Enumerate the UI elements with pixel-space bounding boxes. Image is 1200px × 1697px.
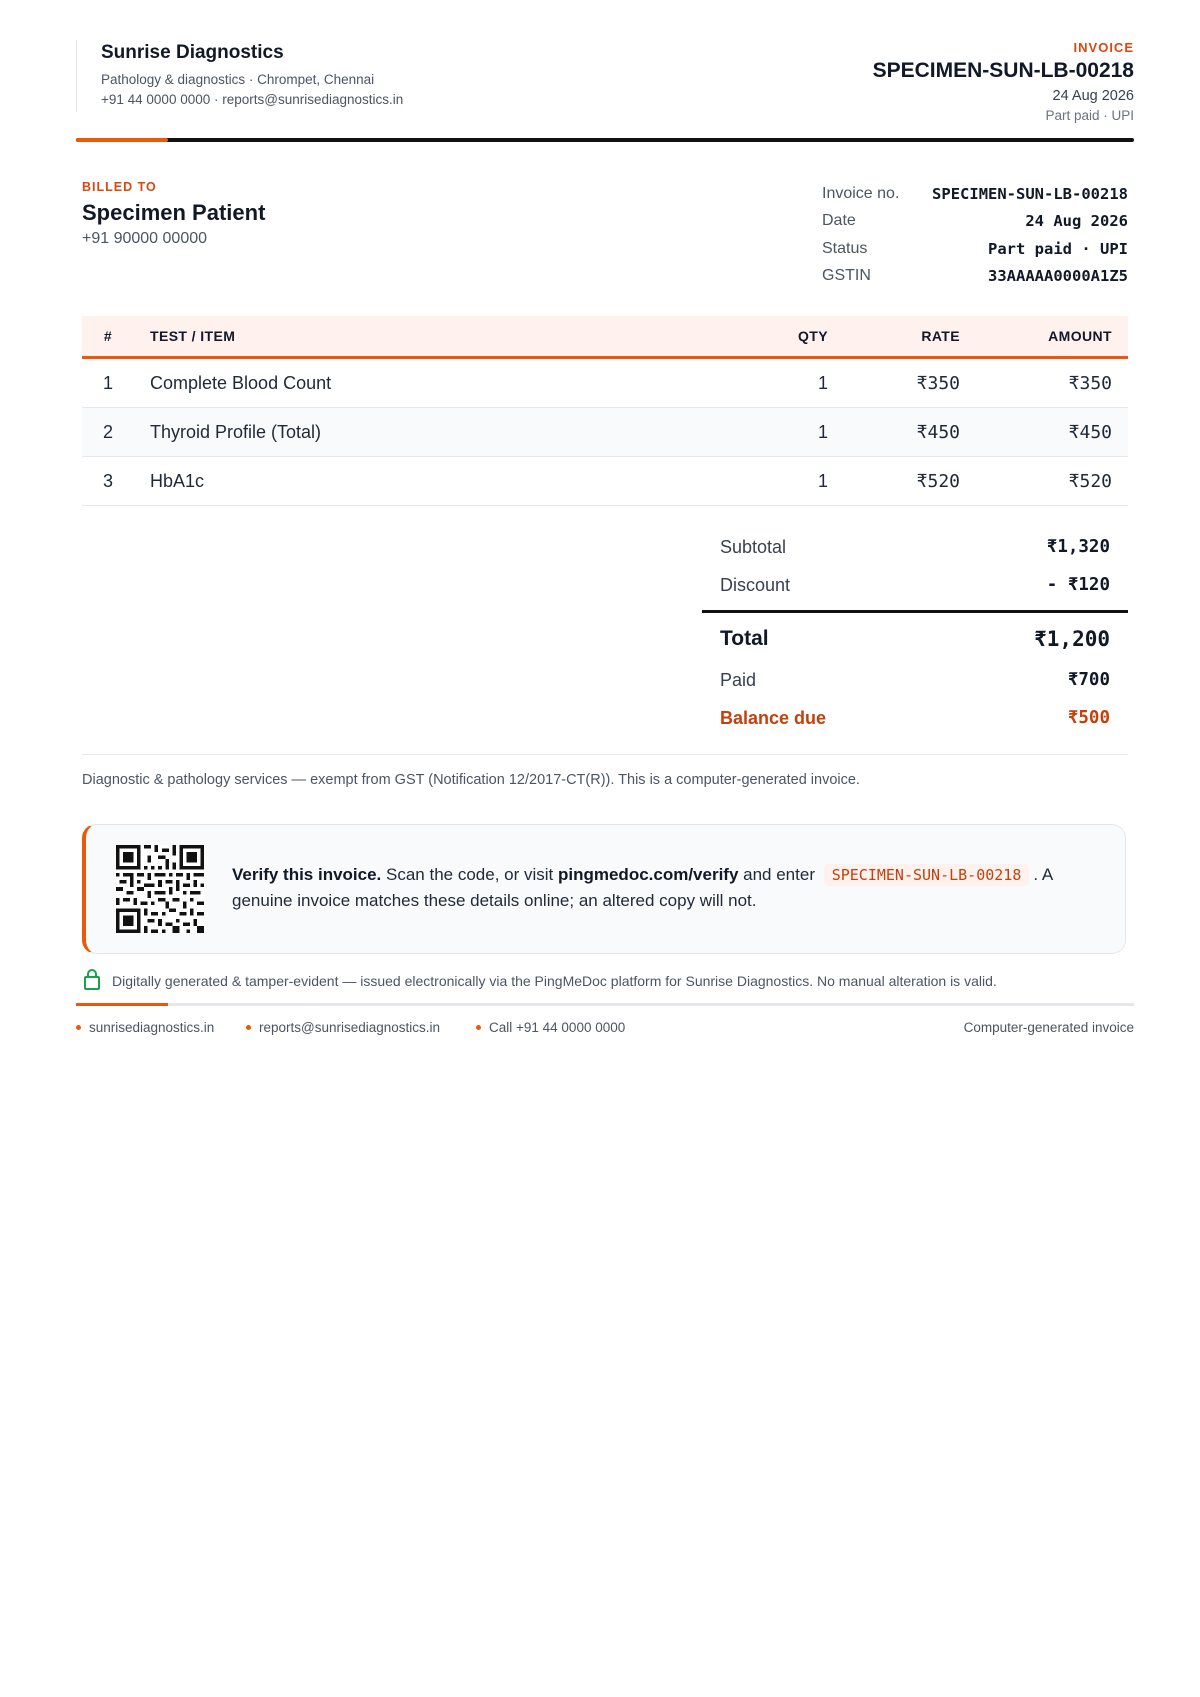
meta-value: SPECIMEN-SUN-LB-00218 xyxy=(932,184,1128,203)
row-qty: 1 xyxy=(752,408,844,457)
footer-email[interactable] xyxy=(246,1020,440,1035)
discount-value: - ₹120 xyxy=(1046,575,1110,595)
brand-tagline: Pathology & diagnostics · Chrompet, Chennai xyxy=(101,72,375,87)
meta-key: GSTIN xyxy=(822,267,871,285)
row-qty: 1 xyxy=(752,358,844,408)
row-amount: ₹450 xyxy=(976,408,1128,457)
totals-divider xyxy=(702,610,1128,613)
brand-contact: +91 44 0000 0000 · reports@sunrisediagnostics.in xyxy=(101,92,404,107)
discount-label: Discount xyxy=(720,574,791,595)
total-row xyxy=(702,617,1128,661)
meta-row-status xyxy=(822,235,1128,263)
col-num-header: # xyxy=(82,316,134,358)
row-rate: ₹450 xyxy=(844,408,976,457)
table-row xyxy=(82,408,1128,457)
meta-value: 33AAAAA0000A1Z5 xyxy=(988,267,1128,286)
footer-email-text: reports@sunrisediagnostics.in xyxy=(259,1020,441,1035)
balance-row xyxy=(702,699,1128,737)
row-item: Thyroid Profile (Total) xyxy=(134,408,752,457)
paid-row xyxy=(702,661,1128,699)
footer-website-text: sunrisediagnostics.in xyxy=(89,1020,215,1035)
verify-url[interactable]: pingmedoc.com/verify xyxy=(557,865,739,884)
patient-name: Specimen Patient xyxy=(82,200,266,225)
tamper-evident-note xyxy=(84,972,997,990)
subtotal-label: Subtotal xyxy=(720,536,787,557)
footer-phone-text: Call +91 44 0000 0000 xyxy=(489,1020,626,1035)
col-item-header: TEST / ITEM xyxy=(134,316,752,358)
qr-code-icon[interactable] xyxy=(116,845,204,933)
invoice-meta xyxy=(822,180,1128,290)
brand-name: Sunrise Diagnostics xyxy=(101,42,284,63)
row-rate: ₹520 xyxy=(844,457,976,506)
col-qty-header: QTY xyxy=(752,316,844,358)
row-num: 3 xyxy=(82,457,134,506)
gst-note: Diagnostic & pathology services — exempt from GST (Notification 12/2017-CT(R)). This is a computer-generated invoice. xyxy=(82,772,860,788)
row-num: 2 xyxy=(82,408,134,457)
col-rate-header: RATE xyxy=(844,316,976,358)
meta-key: Status xyxy=(822,239,868,257)
row-item: HbA1c xyxy=(134,457,752,506)
patient-phone: +91 90000 00000 xyxy=(82,230,208,247)
invoice-status: Part paid · UPI xyxy=(1045,108,1134,123)
bullet-icon xyxy=(246,1025,251,1030)
verify-text xyxy=(232,862,1102,914)
invoice-summary xyxy=(873,40,1134,123)
verify-box xyxy=(82,824,1126,954)
notes-divider xyxy=(82,754,1128,755)
verify-code: SPECIMEN-SUN-LB-00218 xyxy=(824,864,1030,886)
meta-key: Date xyxy=(822,212,856,230)
divider-accent xyxy=(76,1003,168,1006)
row-qty: 1 xyxy=(752,457,844,506)
row-amount: ₹520 xyxy=(976,457,1128,506)
footer-divider xyxy=(76,1003,1134,1006)
line-items-table xyxy=(82,316,1128,506)
discount-row xyxy=(702,566,1128,604)
table-row xyxy=(82,358,1128,408)
verify-text-3: . A genuine invoice matches these details online; an altered copy will not. xyxy=(232,865,1053,910)
footer-right-text: Computer-generated invoice xyxy=(963,1020,1134,1035)
subtotal-value: ₹1,320 xyxy=(1046,537,1110,557)
header-divider xyxy=(76,138,1134,142)
divider-accent xyxy=(76,138,168,142)
invoice-date: 24 Aug 2026 xyxy=(1052,88,1134,104)
bullet-icon xyxy=(476,1025,481,1030)
seal-text: Digitally generated & tamper-evident — issued electronically via the PingMeDoc platform for Sunrise Diagnostics. No manual alteration is valid. xyxy=(112,973,997,989)
total-label: Total xyxy=(720,627,769,650)
verify-text-2: and enter xyxy=(738,865,820,884)
balance-label: Balance due xyxy=(720,707,827,728)
meta-value: 24 Aug 2026 xyxy=(1025,212,1128,231)
totals-block xyxy=(702,528,1128,737)
verify-lead: Verify this invoice. xyxy=(232,865,382,884)
row-num: 1 xyxy=(82,358,134,408)
billed-to xyxy=(82,180,265,248)
billed-to-label: BILLED TO xyxy=(82,180,157,194)
meta-row-date xyxy=(822,208,1128,236)
lock-icon xyxy=(84,976,100,990)
footer-phone[interactable] xyxy=(476,1020,625,1035)
subtotal-row xyxy=(702,528,1128,566)
paid-label: Paid xyxy=(720,669,757,690)
invoice-label: INVOICE xyxy=(1073,40,1134,55)
total-value: ₹1,200 xyxy=(1034,627,1110,651)
paid-value: ₹700 xyxy=(1067,670,1110,690)
footer-website[interactable] xyxy=(76,1020,214,1035)
row-item: Complete Blood Count xyxy=(134,358,752,408)
verify-text-1: Scan the code, or visit xyxy=(381,865,558,884)
invoice-header xyxy=(76,40,1134,123)
row-rate: ₹350 xyxy=(844,358,976,408)
balance-value: ₹500 xyxy=(1067,708,1110,728)
table-row xyxy=(82,457,1128,506)
meta-row-gstin xyxy=(822,263,1128,291)
bullet-icon xyxy=(76,1025,81,1030)
meta-row-invoice-no xyxy=(822,180,1128,208)
row-amount: ₹350 xyxy=(976,358,1128,408)
meta-value: Part paid · UPI xyxy=(988,239,1128,258)
meta-key: Invoice no. xyxy=(822,184,900,202)
brand-block xyxy=(76,40,403,112)
invoice-number: SPECIMEN-SUN-LB-00218 xyxy=(872,59,1134,82)
table-header-row xyxy=(82,316,1128,358)
col-amount-header: AMOUNT xyxy=(976,316,1128,358)
